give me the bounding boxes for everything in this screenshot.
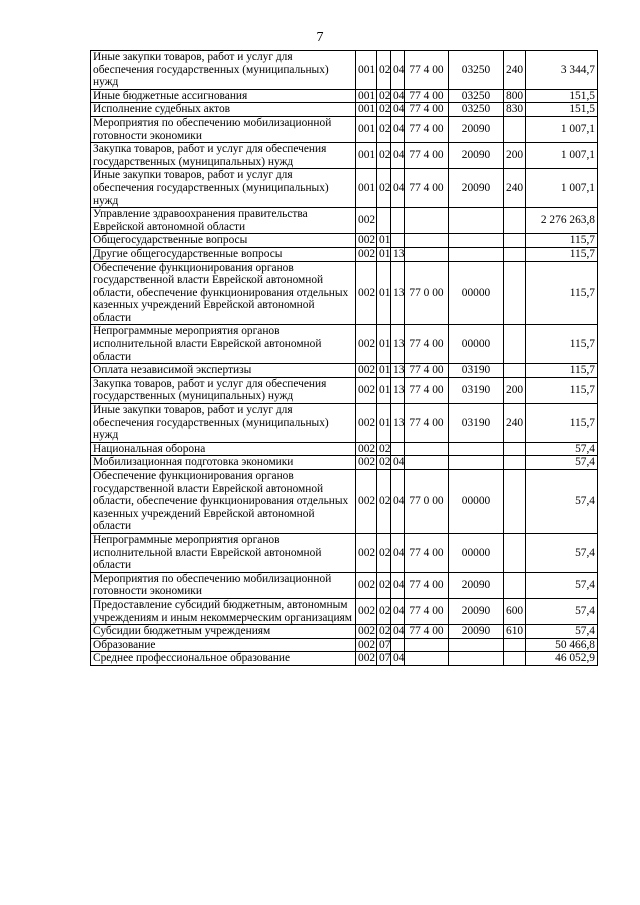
row-ved-code: 002 <box>356 247 377 261</box>
row-expense-type-code <box>504 364 526 378</box>
row-ved-code: 002 <box>356 377 377 403</box>
row-name: Непрограммные мероприятия органов исполнительной власти Еврейской автономной области <box>91 533 356 572</box>
row-name: Образование <box>91 638 356 652</box>
row-amount: 115,7 <box>526 377 598 403</box>
row-expense-type-code <box>504 442 526 456</box>
row-section-code: 02 <box>377 625 391 639</box>
row-section-code: 01 <box>377 261 391 325</box>
row-expense-type-code: 610 <box>504 625 526 639</box>
row-section-code: 02 <box>377 51 391 90</box>
row-section-code: 01 <box>377 364 391 378</box>
row-amount: 57,4 <box>526 442 598 456</box>
row-target-program-code: 77 4 00 <box>405 169 449 208</box>
row-section-code: 02 <box>377 143 391 169</box>
row-target-program-code: 77 4 00 <box>405 598 449 624</box>
row-subsection-code: 13 <box>391 377 405 403</box>
row-ved-code: 001 <box>356 143 377 169</box>
row-target-direction-code: 00000 <box>449 470 504 534</box>
row-expense-type-code: 800 <box>504 89 526 103</box>
row-subsection-code: 04 <box>391 625 405 639</box>
row-amount: 57,4 <box>526 533 598 572</box>
row-section-code: 07 <box>377 638 391 652</box>
row-target-program-code: 77 4 00 <box>405 116 449 142</box>
row-name: Субсидии бюджетным учреждениям <box>91 625 356 639</box>
row-ved-code: 002 <box>356 625 377 639</box>
row-target-program-code: 77 4 00 <box>405 325 449 364</box>
row-subsection-code: 04 <box>391 116 405 142</box>
row-target-program-code <box>405 652 449 666</box>
row-amount: 57,4 <box>526 470 598 534</box>
row-amount: 57,4 <box>526 456 598 470</box>
row-subsection-code: 13 <box>391 404 405 443</box>
row-amount: 57,4 <box>526 625 598 639</box>
table-row <box>91 169 598 208</box>
table-row <box>91 364 598 378</box>
row-target-direction-code: 03250 <box>449 51 504 90</box>
row-expense-type-code <box>504 456 526 470</box>
row-section-code: 01 <box>377 404 391 443</box>
row-ved-code: 002 <box>356 533 377 572</box>
row-section-code: 02 <box>377 572 391 598</box>
row-ved-code: 002 <box>356 261 377 325</box>
row-target-direction-code <box>449 247 504 261</box>
row-target-direction-code <box>449 638 504 652</box>
row-target-program-code: 77 4 00 <box>405 143 449 169</box>
row-target-program-code: 77 0 00 <box>405 470 449 534</box>
row-target-program-code <box>405 234 449 248</box>
row-section-code <box>377 208 391 234</box>
row-section-code: 02 <box>377 533 391 572</box>
row-expense-type-code <box>504 234 526 248</box>
row-target-direction-code <box>449 208 504 234</box>
row-target-direction-code: 00000 <box>449 533 504 572</box>
table-row <box>91 143 598 169</box>
row-target-direction-code: 03250 <box>449 103 504 117</box>
row-section-code: 01 <box>377 377 391 403</box>
row-ved-code: 002 <box>356 364 377 378</box>
row-ved-code: 001 <box>356 89 377 103</box>
table-row <box>91 404 598 443</box>
row-amount: 3 344,7 <box>526 51 598 90</box>
row-target-direction-code <box>449 456 504 470</box>
row-subsection-code <box>391 442 405 456</box>
row-expense-type-code <box>504 208 526 234</box>
table-row <box>91 442 598 456</box>
row-name: Другие общегосударственные вопросы <box>91 247 356 261</box>
table-row <box>91 456 598 470</box>
row-target-program-code: 77 4 00 <box>405 364 449 378</box>
row-ved-code: 002 <box>356 598 377 624</box>
row-target-direction-code: 03190 <box>449 404 504 443</box>
row-target-program-code <box>405 638 449 652</box>
row-subsection-code: 04 <box>391 456 405 470</box>
row-ved-code: 002 <box>356 572 377 598</box>
row-expense-type-code: 200 <box>504 143 526 169</box>
row-subsection-code: 13 <box>391 247 405 261</box>
row-subsection-code: 04 <box>391 51 405 90</box>
row-target-direction-code: 20090 <box>449 116 504 142</box>
row-ved-code: 002 <box>356 208 377 234</box>
row-name: Мероприятия по обеспечению мобилизационной готовности экономики <box>91 572 356 598</box>
row-name: Закупка товаров, работ и услуг для обеспечения государственных (муниципальных) нужд <box>91 143 356 169</box>
row-expense-type-code: 200 <box>504 377 526 403</box>
table-row <box>91 572 598 598</box>
row-target-program-code: 77 4 00 <box>405 533 449 572</box>
row-section-code: 02 <box>377 116 391 142</box>
row-target-direction-code: 20090 <box>449 572 504 598</box>
row-expense-type-code <box>504 470 526 534</box>
row-expense-type-code: 240 <box>504 404 526 443</box>
row-name: Управление здравоохранения правительства Еврейской автономной области <box>91 208 356 234</box>
row-ved-code: 001 <box>356 116 377 142</box>
row-name: Иные бюджетные ассигнования <box>91 89 356 103</box>
row-name: Исполнение судебных актов <box>91 103 356 117</box>
row-amount: 50 466,8 <box>526 638 598 652</box>
row-name: Среднее профессиональное образование <box>91 652 356 666</box>
row-section-code: 01 <box>377 234 391 248</box>
row-amount: 1 007,1 <box>526 143 598 169</box>
row-target-program-code <box>405 247 449 261</box>
row-amount: 115,7 <box>526 261 598 325</box>
table-row <box>91 103 598 117</box>
row-name: Обеспечение функционирования органов государственной власти Еврейской автономной области, обеспечение функционирования отдельных казенных учреждений Еврейской автономной области <box>91 261 356 325</box>
row-ved-code: 002 <box>356 442 377 456</box>
row-target-program-code: 77 4 00 <box>405 625 449 639</box>
row-target-program-code <box>405 442 449 456</box>
row-target-direction-code: 20090 <box>449 625 504 639</box>
row-name: Национальная оборона <box>91 442 356 456</box>
row-ved-code: 002 <box>356 234 377 248</box>
row-ved-code: 001 <box>356 169 377 208</box>
row-subsection-code: 04 <box>391 143 405 169</box>
row-section-code: 01 <box>377 325 391 364</box>
row-expense-type-code <box>504 533 526 572</box>
row-ved-code: 002 <box>356 404 377 443</box>
row-section-code: 02 <box>377 89 391 103</box>
table-row <box>91 652 598 666</box>
row-name: Оплата независимой экспертизы <box>91 364 356 378</box>
row-subsection-code: 04 <box>391 572 405 598</box>
row-target-program-code: 77 4 00 <box>405 51 449 90</box>
row-amount: 151,5 <box>526 103 598 117</box>
row-target-direction-code: 20090 <box>449 169 504 208</box>
row-target-direction-code <box>449 442 504 456</box>
row-ved-code: 002 <box>356 325 377 364</box>
row-section-code: 02 <box>377 470 391 534</box>
row-section-code: 02 <box>377 598 391 624</box>
row-amount: 115,7 <box>526 364 598 378</box>
row-name: Иные закупки товаров, работ и услуг для обеспечения государственных (муниципальных) нужд <box>91 51 356 90</box>
table-row <box>91 625 598 639</box>
row-subsection-code: 13 <box>391 364 405 378</box>
row-subsection-code: 04 <box>391 103 405 117</box>
row-name: Общегосударственные вопросы <box>91 234 356 248</box>
row-ved-code: 001 <box>356 51 377 90</box>
row-target-program-code <box>405 208 449 234</box>
table-row <box>91 116 598 142</box>
table-row <box>91 247 598 261</box>
row-target-direction-code: 03190 <box>449 377 504 403</box>
row-target-program-code: 77 4 00 <box>405 377 449 403</box>
row-ved-code: 002 <box>356 456 377 470</box>
row-name: Обеспечение функционирования органов государственной власти Еврейской автономной области, обеспечение функционирования отдельных казенных учреждений Еврейской автономной области <box>91 470 356 534</box>
row-amount: 2 276 263,8 <box>526 208 598 234</box>
row-target-direction-code: 20090 <box>449 598 504 624</box>
row-ved-code: 002 <box>356 638 377 652</box>
row-subsection-code <box>391 234 405 248</box>
row-expense-type-code <box>504 261 526 325</box>
row-amount: 1 007,1 <box>526 169 598 208</box>
row-target-direction-code <box>449 234 504 248</box>
page-number: 7 <box>316 30 324 45</box>
row-section-code: 02 <box>377 169 391 208</box>
row-expense-type-code <box>504 652 526 666</box>
row-subsection-code: 04 <box>391 533 405 572</box>
row-subsection-code: 04 <box>391 169 405 208</box>
row-name: Закупка товаров, работ и услуг для обеспечения государственных (муниципальных) нужд <box>91 377 356 403</box>
row-subsection-code: 04 <box>391 89 405 103</box>
row-expense-type-code: 240 <box>504 51 526 90</box>
table-row <box>91 261 598 325</box>
row-ved-code: 001 <box>356 103 377 117</box>
budget-table <box>90 50 598 666</box>
row-expense-type-code <box>504 116 526 142</box>
row-target-direction-code: 03250 <box>449 89 504 103</box>
row-subsection-code: 04 <box>391 470 405 534</box>
row-subsection-code <box>391 638 405 652</box>
table-body <box>91 51 598 666</box>
row-name: Мобилизационная подготовка экономики <box>91 456 356 470</box>
table-row <box>91 325 598 364</box>
row-subsection-code: 13 <box>391 325 405 364</box>
row-target-direction-code: 20090 <box>449 143 504 169</box>
row-target-program-code: 77 4 00 <box>405 404 449 443</box>
row-subsection-code <box>391 208 405 234</box>
row-amount: 151,5 <box>526 89 598 103</box>
row-name: Иные закупки товаров, работ и услуг для обеспечения государственных (муниципальных) нужд <box>91 169 356 208</box>
row-section-code: 01 <box>377 247 391 261</box>
row-expense-type-code <box>504 247 526 261</box>
row-amount: 1 007,1 <box>526 116 598 142</box>
table-row <box>91 533 598 572</box>
row-amount: 115,7 <box>526 247 598 261</box>
table-row <box>91 470 598 534</box>
row-section-code: 07 <box>377 652 391 666</box>
table-row <box>91 638 598 652</box>
row-target-direction-code: 00000 <box>449 325 504 364</box>
row-amount: 115,7 <box>526 404 598 443</box>
row-name: Иные закупки товаров, работ и услуг для обеспечения государственных (муниципальных) нужд <box>91 404 356 443</box>
row-target-direction-code: 03190 <box>449 364 504 378</box>
row-subsection-code: 04 <box>391 598 405 624</box>
row-expense-type-code: 600 <box>504 598 526 624</box>
row-amount: 46 052,9 <box>526 652 598 666</box>
row-target-program-code: 77 4 00 <box>405 103 449 117</box>
row-target-program-code: 77 4 00 <box>405 572 449 598</box>
table-row <box>91 51 598 90</box>
table-row <box>91 89 598 103</box>
row-expense-type-code: 830 <box>504 103 526 117</box>
row-expense-type-code <box>504 638 526 652</box>
row-section-code: 02 <box>377 442 391 456</box>
table-row <box>91 377 598 403</box>
row-name: Непрограммные мероприятия органов исполнительной власти Еврейской автономной области <box>91 325 356 364</box>
table-row <box>91 598 598 624</box>
row-ved-code: 002 <box>356 470 377 534</box>
table-row <box>91 208 598 234</box>
row-expense-type-code <box>504 325 526 364</box>
row-target-program-code <box>405 456 449 470</box>
row-amount: 57,4 <box>526 598 598 624</box>
row-expense-type-code <box>504 572 526 598</box>
row-target-direction-code: 00000 <box>449 261 504 325</box>
row-ved-code: 002 <box>356 652 377 666</box>
row-target-direction-code <box>449 652 504 666</box>
row-amount: 57,4 <box>526 572 598 598</box>
row-amount: 115,7 <box>526 234 598 248</box>
row-section-code: 02 <box>377 103 391 117</box>
row-section-code: 02 <box>377 456 391 470</box>
row-name: Предоставление субсидий бюджетным, автономным учреждениям и иным некоммерческим организациям <box>91 598 356 624</box>
row-target-program-code: 77 0 00 <box>405 261 449 325</box>
row-amount: 115,7 <box>526 325 598 364</box>
row-subsection-code: 13 <box>391 261 405 325</box>
table-row <box>91 234 598 248</box>
row-name: Мероприятия по обеспечению мобилизационной готовности экономики <box>91 116 356 142</box>
row-subsection-code: 04 <box>391 652 405 666</box>
row-target-program-code: 77 4 00 <box>405 89 449 103</box>
row-expense-type-code: 240 <box>504 169 526 208</box>
